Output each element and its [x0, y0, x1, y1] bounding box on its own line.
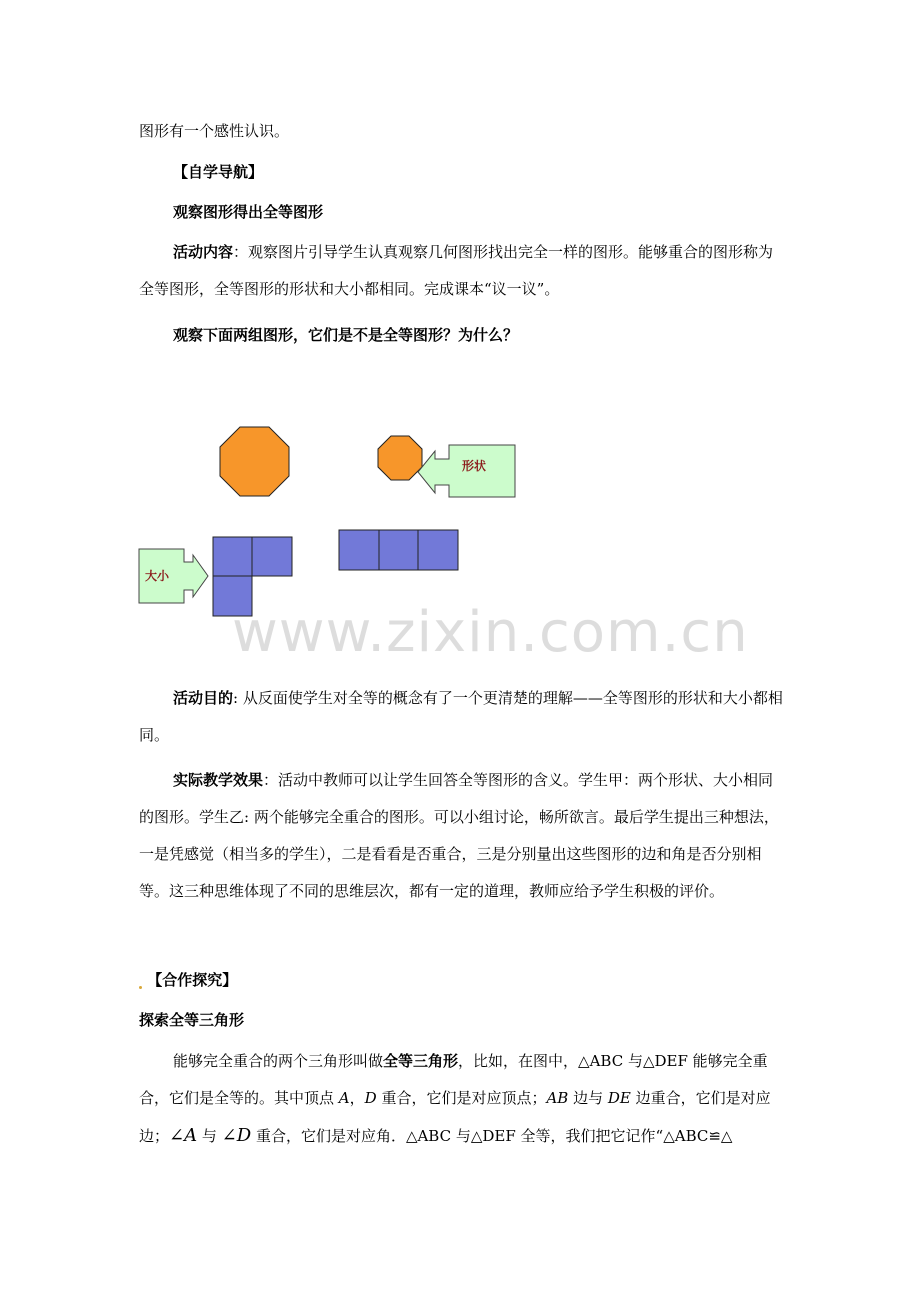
p1-e: 边重合，它们是对应边；	[139, 1089, 771, 1145]
p1-bold-term: 全等三角形	[383, 1052, 459, 1070]
purpose-label: 活动目的	[173, 689, 234, 707]
congruent-triangles-paragraph	[139, 1043, 783, 1155]
large-octagon	[220, 427, 289, 496]
row-square-3	[418, 530, 458, 570]
watermark: www.zixin.com.cn	[232, 600, 749, 665]
vertex-a: A	[338, 1089, 350, 1107]
effect-label: 实际教学效果	[173, 771, 264, 789]
effect-paragraph	[139, 762, 783, 910]
shape-callout-label: 形状	[462, 459, 487, 473]
bullet-dot	[139, 986, 142, 989]
p1-comma: ，	[349, 1089, 365, 1107]
intro-tail: 图形有一个感性认识。	[139, 122, 290, 140]
p1-b: ，比如，在图中，△ABC 与△DEF 能够完全重合，它们是全等的。其中顶点	[139, 1052, 768, 1107]
activity-content-text: ：观察图片引导学生认真观察几何图形找出完全一样的图形。能够重合的图形称为全等图形，全等图形的形状和大小都相同。完成课本“议一议”。	[139, 243, 774, 298]
row-square-1	[339, 530, 379, 570]
activity-content-paragraph	[139, 234, 783, 308]
p1-c: 重合，它们是对应顶点；	[376, 1089, 547, 1107]
row-square-2	[379, 530, 418, 570]
angle-a: ∠A	[169, 1125, 198, 1146]
section-heading-cooperate	[139, 962, 783, 999]
section-heading-self-study: 【自学导航】	[173, 163, 264, 181]
side-de: DE	[607, 1089, 631, 1107]
subheading-triangles: 探索全等三角形	[139, 1011, 245, 1029]
question-text: 观察下面两组图形，它们是不是全等图形？为什么？	[173, 326, 519, 344]
size-callout-label: 大小	[145, 569, 170, 583]
section-heading-cooperate-text: 【合作探究】	[147, 971, 238, 989]
p1-g: 重合，它们是对应角．△ABC 与△DEF 全等，我们把它记作“△ABC≌△	[251, 1127, 733, 1145]
side-ab: AB	[546, 1089, 569, 1107]
shapes-figure	[130, 415, 530, 630]
p1-a: 能够完全重合的两个三角形叫做	[173, 1052, 384, 1070]
subheading-observe: 观察图形得出全等图形	[173, 203, 324, 221]
l-square-2	[252, 537, 292, 576]
p1-f: 与	[197, 1127, 222, 1145]
l-square-1	[213, 537, 252, 576]
angle-d: ∠D	[221, 1125, 252, 1146]
activity-content-label: 活动内容	[173, 243, 234, 261]
vertex-d: D	[364, 1089, 377, 1107]
effect-text: ：活动中教师可以让学生回答全等图形的含义。学生甲：两个形状、大小相同的图形。学生乙: 两个能够完全重合的图形。可以小组讨论，畅所欲言。最后学生提出三种想法，一是凭感觉（相当多的学生），二是看看是否重合，三是分别量出这些图形的边和角是否分别相等。这三种思维体现了不同的思维层次，都有一定的道理，教师应给予学生积极的评价。	[139, 771, 779, 900]
purpose-text: : 从反面使学生对全等的概念有了一个更清楚的理解——全等图形的形状和大小都相同。	[139, 689, 783, 744]
p1-d: 边与	[568, 1089, 608, 1107]
purpose-paragraph	[139, 680, 783, 754]
small-octagon	[378, 436, 422, 480]
